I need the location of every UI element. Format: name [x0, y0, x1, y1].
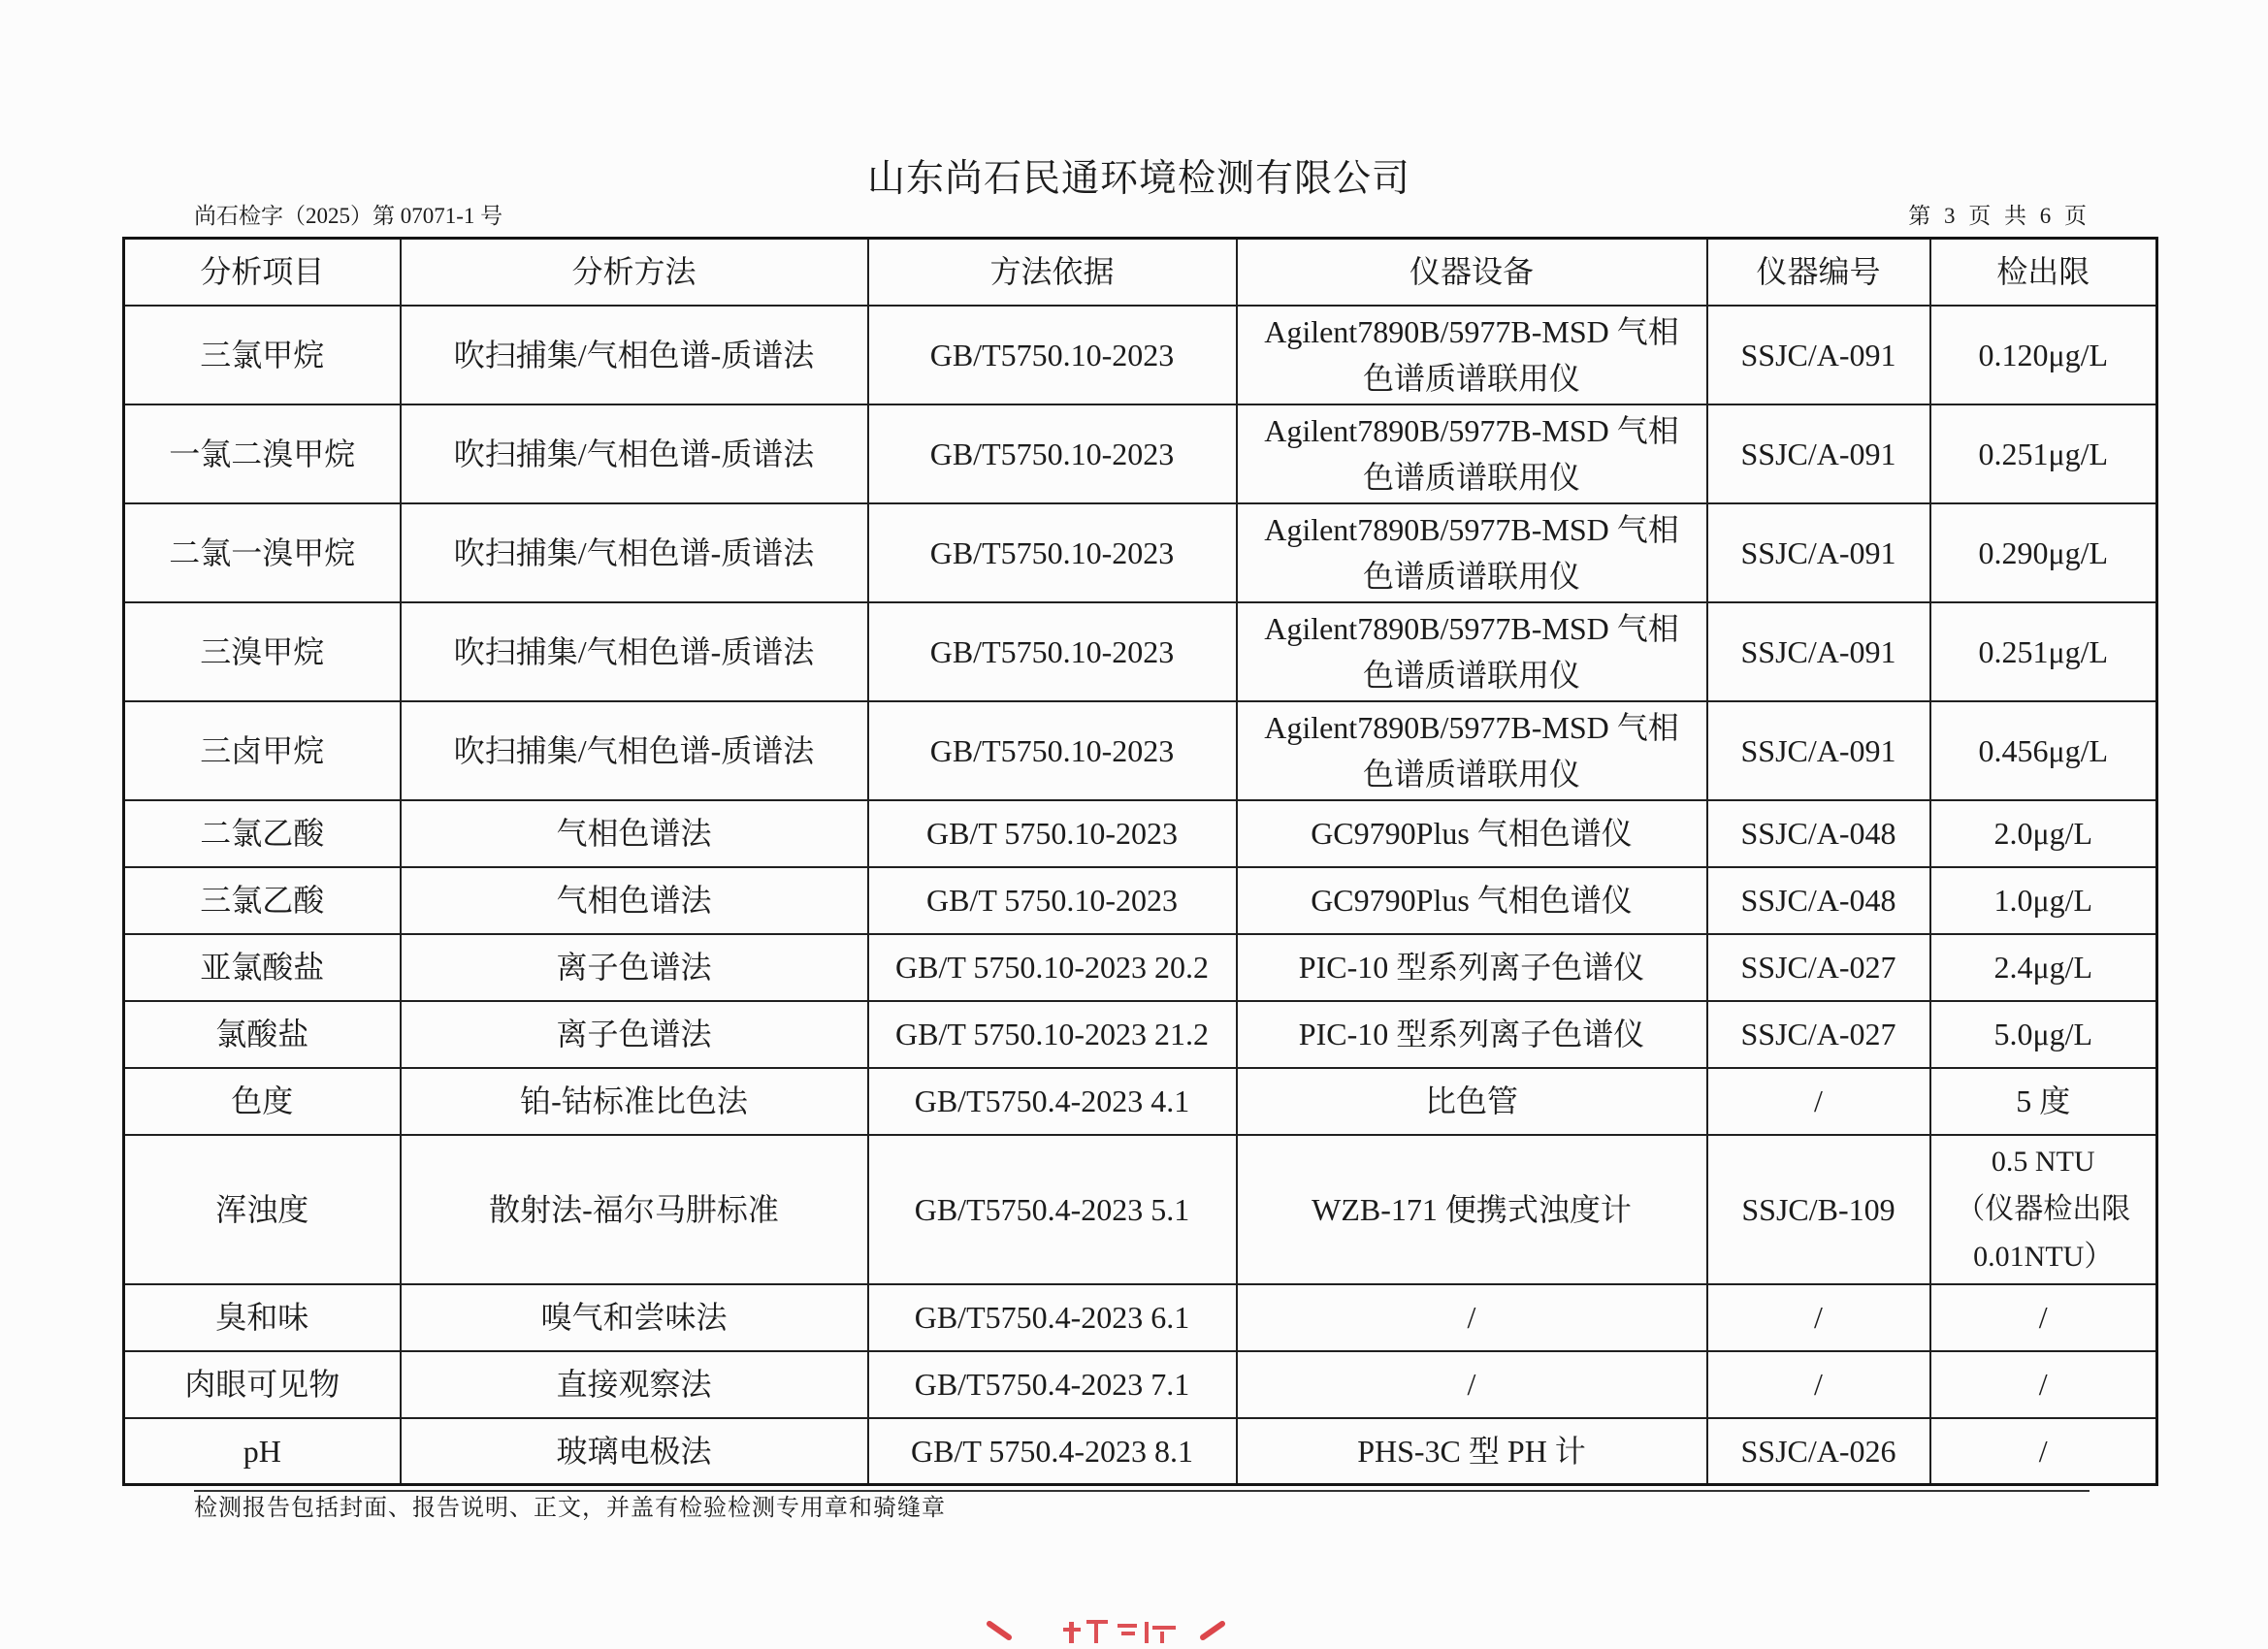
- cell-analysis-method: 气相色谱法: [401, 800, 868, 867]
- table-row: [124, 934, 2157, 1001]
- cell-method-basis: GB/T5750.10-2023: [868, 701, 1237, 800]
- cell-instrument-id: SSJC/A-048: [1707, 800, 1930, 867]
- cell-instrument: PIC-10 型系列离子色谱仪: [1237, 1001, 1707, 1068]
- cell-instrument-id: /: [1707, 1284, 1930, 1351]
- cell-method-basis: GB/T 5750.10-2023 20.2: [868, 934, 1237, 1001]
- table-row: [124, 503, 2157, 602]
- cell-instrument: Agilent7890B/5977B-MSD 气相 色谱质谱联用仪: [1237, 701, 1707, 800]
- cell-detection-limit: 0.251μg/L: [1930, 404, 2157, 503]
- cell-detection-limit: 2.4μg/L: [1930, 934, 2157, 1001]
- page-title: 山东尚石民通环境检测有限公司: [866, 158, 1410, 200]
- cell-analysis-method: 散射法-福尔马肼标准: [401, 1135, 868, 1284]
- cell-instrument-id: SSJC/A-091: [1707, 602, 1930, 701]
- cell-analysis-item: 二氯一溴甲烷: [124, 503, 401, 602]
- report-number: 尚石检字（2025）第 07071-1 号: [194, 204, 503, 228]
- seal-fragment: [980, 1612, 1232, 1647]
- cell-analysis-method: 吹扫捕集/气相色谱-质谱法: [401, 404, 868, 503]
- table-row: [124, 1135, 2157, 1284]
- cell-method-basis: GB/T 5750.10-2023: [868, 867, 1237, 934]
- cell-analysis-item: 三溴甲烷: [124, 602, 401, 701]
- cell-method-basis: GB/T 5750.4-2023 8.1: [868, 1418, 1237, 1485]
- cell-instrument: Agilent7890B/5977B-MSD 气相 色谱质谱联用仪: [1237, 404, 1707, 503]
- cell-analysis-item: 肉眼可见物: [124, 1351, 401, 1418]
- results-table: [122, 237, 2158, 1486]
- cell-instrument-id: SSJC/A-091: [1707, 306, 1930, 404]
- cell-instrument-id: /: [1707, 1351, 1930, 1418]
- cell-detection-limit: /: [1930, 1284, 2157, 1351]
- cell-analysis-method: 直接观察法: [401, 1351, 868, 1418]
- cell-analysis-item: pH: [124, 1418, 401, 1485]
- table-row: [124, 306, 2157, 404]
- table-row: [124, 1001, 2157, 1068]
- header-instrument-id: 仪器编号: [1707, 239, 1930, 306]
- table-row: [124, 1284, 2157, 1351]
- cell-detection-limit: 1.0μg/L: [1930, 867, 2157, 934]
- cell-analysis-method: 玻璃电极法: [401, 1418, 868, 1485]
- cell-instrument-id: /: [1707, 1068, 1930, 1135]
- table-row: [124, 701, 2157, 800]
- table-row: [124, 867, 2157, 934]
- cell-analysis-method: 离子色谱法: [401, 1001, 868, 1068]
- cell-method-basis: GB/T5750.4-2023 6.1: [868, 1284, 1237, 1351]
- cell-detection-limit: /: [1930, 1351, 2157, 1418]
- cell-instrument: Agilent7890B/5977B-MSD 气相 色谱质谱联用仪: [1237, 503, 1707, 602]
- cell-analysis-method: 嗅气和尝味法: [401, 1284, 868, 1351]
- cell-analysis-item: 三卤甲烷: [124, 701, 401, 800]
- cell-method-basis: GB/T5750.10-2023: [868, 602, 1237, 701]
- cell-method-basis: GB/T 5750.10-2023 21.2: [868, 1001, 1237, 1068]
- header-method-basis: 方法依据: [868, 239, 1237, 306]
- cell-analysis-method: 离子色谱法: [401, 934, 868, 1001]
- cell-instrument: PIC-10 型系列离子色谱仪: [1237, 934, 1707, 1001]
- table-row: [124, 404, 2157, 503]
- table-row: [124, 1418, 2157, 1485]
- cell-analysis-method: 吹扫捕集/气相色谱-质谱法: [401, 701, 868, 800]
- footer-note: 检测报告包括封面、报告说明、正文，并盖有检验检测专用章和骑缝章: [194, 1496, 946, 1521]
- cell-analysis-item: 三氯乙酸: [124, 867, 401, 934]
- footer-rule: [194, 1490, 2090, 1492]
- table-row: [124, 1068, 2157, 1135]
- cell-detection-limit: 0.290μg/L: [1930, 503, 2157, 602]
- cell-analysis-method: 吹扫捕集/气相色谱-质谱法: [401, 602, 868, 701]
- cell-detection-limit: 0.120μg/L: [1930, 306, 2157, 404]
- cell-analysis-item: 二氯乙酸: [124, 800, 401, 867]
- cell-analysis-item: 氯酸盐: [124, 1001, 401, 1068]
- seal-strokes: [989, 1624, 1222, 1637]
- cell-analysis-method: 吹扫捕集/气相色谱-质谱法: [401, 503, 868, 602]
- table-row: [124, 1351, 2157, 1418]
- seal-glyph-fragments: [1063, 1620, 1176, 1643]
- cell-instrument: /: [1237, 1351, 1707, 1418]
- cell-analysis-method: 气相色谱法: [401, 867, 868, 934]
- cell-instrument-id: SSJC/A-091: [1707, 404, 1930, 503]
- cell-detection-limit: /: [1930, 1418, 2157, 1485]
- cell-analysis-item: 三氯甲烷: [124, 306, 401, 404]
- header-analysis-item: 分析项目: [124, 239, 401, 306]
- cell-instrument: GC9790Plus 气相色谱仪: [1237, 867, 1707, 934]
- cell-instrument-id: SSJC/A-048: [1707, 867, 1930, 934]
- table-row: [124, 602, 2157, 701]
- cell-method-basis: GB/T 5750.10-2023: [868, 800, 1237, 867]
- cell-instrument: Agilent7890B/5977B-MSD 气相 色谱质谱联用仪: [1237, 602, 1707, 701]
- cell-instrument: /: [1237, 1284, 1707, 1351]
- cell-analysis-item: 色度: [124, 1068, 401, 1135]
- page-indicator: 第 3 页 共 6 页: [1908, 204, 2087, 228]
- cell-method-basis: GB/T5750.10-2023: [868, 306, 1237, 404]
- header-detection-limit: 检出限: [1930, 239, 2157, 306]
- cell-detection-limit: 5.0μg/L: [1930, 1001, 2157, 1068]
- cell-instrument: GC9790Plus 气相色谱仪: [1237, 800, 1707, 867]
- cell-instrument-id: SSJC/A-091: [1707, 701, 1930, 800]
- cell-detection-limit: 0.456μg/L: [1930, 701, 2157, 800]
- cell-analysis-item: 一氯二溴甲烷: [124, 404, 401, 503]
- table-row: [124, 800, 2157, 867]
- cell-analysis-item: 臭和味: [124, 1284, 401, 1351]
- cell-instrument-id: SSJC/A-091: [1707, 503, 1930, 602]
- cell-analysis-item: 浑浊度: [124, 1135, 401, 1284]
- header-analysis-method: 分析方法: [401, 239, 868, 306]
- cell-detection-limit: 0.5 NTU （仪器检出限 0.01NTU）: [1930, 1135, 2157, 1284]
- cell-analysis-item: 亚氯酸盐: [124, 934, 401, 1001]
- cell-method-basis: GB/T5750.4-2023 7.1: [868, 1351, 1237, 1418]
- cell-instrument-id: SSJC/A-026: [1707, 1418, 1930, 1485]
- cell-detection-limit: 2.0μg/L: [1930, 800, 2157, 867]
- cell-method-basis: GB/T5750.10-2023: [868, 503, 1237, 602]
- cell-instrument: 比色管: [1237, 1068, 1707, 1135]
- cell-detection-limit: 5 度: [1930, 1068, 2157, 1135]
- cell-method-basis: GB/T5750.10-2023: [868, 404, 1237, 503]
- cell-detection-limit: 0.251μg/L: [1930, 602, 2157, 701]
- cell-method-basis: GB/T5750.4-2023 4.1: [868, 1068, 1237, 1135]
- cell-instrument-id: SSJC/A-027: [1707, 934, 1930, 1001]
- header-instrument: 仪器设备: [1237, 239, 1707, 306]
- cell-analysis-method: 铂-钴标准比色法: [401, 1068, 868, 1135]
- cell-instrument-id: SSJC/B-109: [1707, 1135, 1930, 1284]
- cell-instrument: Agilent7890B/5977B-MSD 气相 色谱质谱联用仪: [1237, 306, 1707, 404]
- cell-method-basis: GB/T5750.4-2023 5.1: [868, 1135, 1237, 1284]
- cell-instrument-id: SSJC/A-027: [1707, 1001, 1930, 1068]
- cell-instrument: PHS-3C 型 PH 计: [1237, 1418, 1707, 1485]
- table-header-row: [124, 239, 2157, 306]
- cell-instrument: WZB-171 便携式浊度计: [1237, 1135, 1707, 1284]
- cell-analysis-method: 吹扫捕集/气相色谱-质谱法: [401, 306, 868, 404]
